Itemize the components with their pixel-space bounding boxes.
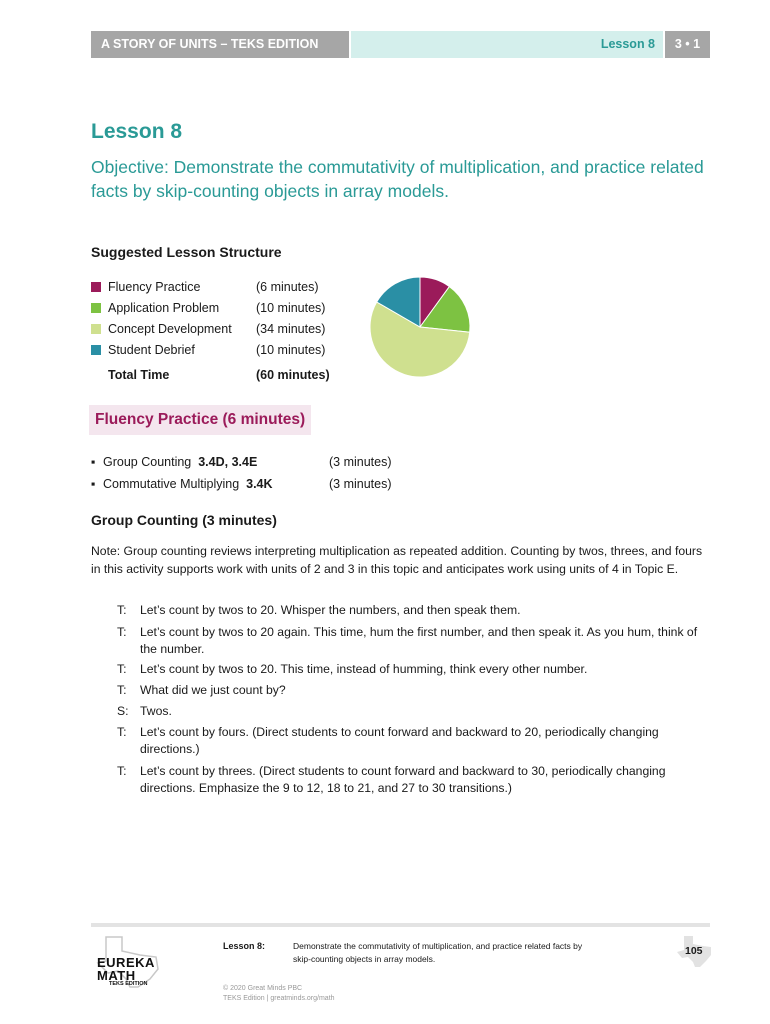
legend-swatch <box>91 324 101 334</box>
lesson-title: Lesson 8 <box>91 120 183 143</box>
structure-row <box>91 277 341 297</box>
speaker-label: T: <box>117 683 127 697</box>
series-title: A STORY OF UNITS – TEKS EDITION <box>91 31 349 58</box>
logo-text: MATH <box>97 968 136 983</box>
structure-row <box>91 340 341 360</box>
fluency-item-name: Group Counting <box>103 455 192 469</box>
objective: Objective: Demonstrate the commutativity of multiplication, and practice related facts by skip-counting objects in array models. <box>91 157 704 201</box>
structure-item-minutes: (6 minutes) <box>256 280 319 294</box>
structure-item-name: Student Debrief <box>108 343 195 357</box>
copyright-text: © 2020 Great Minds PBC <box>223 985 303 992</box>
footer-description: Demonstrate the commutativity of multiplication, and practice related facts by skip-counting objects in array models. <box>293 941 583 964</box>
speaker-label: S: <box>117 704 129 718</box>
speaker-label: T: <box>117 603 127 617</box>
grade-module-badge: 3 • 1 <box>665 31 710 58</box>
structure-item-name: Concept Development <box>108 322 232 336</box>
footer-copyright <box>223 984 335 1004</box>
page-number: 105 <box>685 945 703 957</box>
group-counting-heading: Group Counting (3 minutes) <box>91 512 277 528</box>
structure-item-name: Fluency Practice <box>108 280 201 294</box>
structure-item-minutes: (34 minutes) <box>256 322 326 336</box>
speaker-label: T: <box>117 725 127 739</box>
fluency-item-code: 3.4D, 3.4E <box>198 455 258 469</box>
structure-item-minutes: (10 minutes) <box>256 343 326 357</box>
fluency-item-name: Commutative Multiplying <box>103 477 240 491</box>
dialogue-text: What did we just count by? <box>140 683 286 697</box>
site-text: TEKS Edition | greatminds.org/math <box>223 995 335 1002</box>
logo-subtext: TEKS EDITION <box>109 981 148 987</box>
bullet-icon: ▪ <box>91 477 96 491</box>
footer-divider <box>91 923 710 927</box>
speaker-label: T: <box>117 625 127 639</box>
structure-item-name: Application Problem <box>108 301 220 315</box>
structure-row <box>91 319 341 339</box>
fluency-item-code: 3.4K <box>246 477 273 491</box>
structure-item-minutes: (10 minutes) <box>256 301 326 315</box>
dialogue-text: Let’s count by twos to 20 again. This time, hum the first number, and then speak it. As you hum, think of the number. <box>140 625 698 656</box>
structure-row <box>91 298 341 318</box>
speaker-label: T: <box>117 764 127 778</box>
fluency-practice-heading: Fluency Practice (6 minutes) <box>89 405 311 435</box>
dialogue-text: Let’s count by threes. (Direct students to count forward and backward to 30, periodically changing directions. Emphasize the 9 to 12, 18 to 21, and 27 to 30 transitions.) <box>140 764 666 795</box>
footer-lesson-label: Lesson 8: <box>223 941 266 951</box>
bullet-icon: ▪ <box>91 455 96 469</box>
total-time-label: Total Time <box>108 368 170 382</box>
dialogue-text: Let’s count by fours. (Direct students to count forward and backward to 20, periodically changing directions.) <box>140 725 659 756</box>
speaker-label: T: <box>117 662 127 676</box>
total-time-minutes: (60 minutes) <box>256 368 330 382</box>
logo-text: EUREKA <box>97 955 155 970</box>
header-lesson: Lesson 8 <box>351 31 663 58</box>
dialogue-text: Let’s count by twos to 20. This time, instead of humming, think every other number. <box>140 662 588 676</box>
lesson-structure-pie-chart <box>368 275 472 379</box>
fluency-item-minutes: (3 minutes) <box>329 477 392 491</box>
teacher-note: Note: Group counting reviews interpreting multiplication as repeated addition. Counting by twos, threes, and fours in this activity supports work with units of 2 and 3 in this topic and anticipates work using units of 4 in Topic E. <box>91 544 703 576</box>
dialogue-text: Twos. <box>140 704 172 718</box>
legend-swatch <box>91 282 101 292</box>
dialogue-text: Let’s count by twos to 20. Whisper the numbers, and then speak them. <box>140 603 521 617</box>
fluency-item-minutes: (3 minutes) <box>329 455 392 469</box>
legend-swatch <box>91 345 101 355</box>
structure-heading: Suggested Lesson Structure <box>91 244 282 260</box>
legend-swatch <box>91 303 101 313</box>
